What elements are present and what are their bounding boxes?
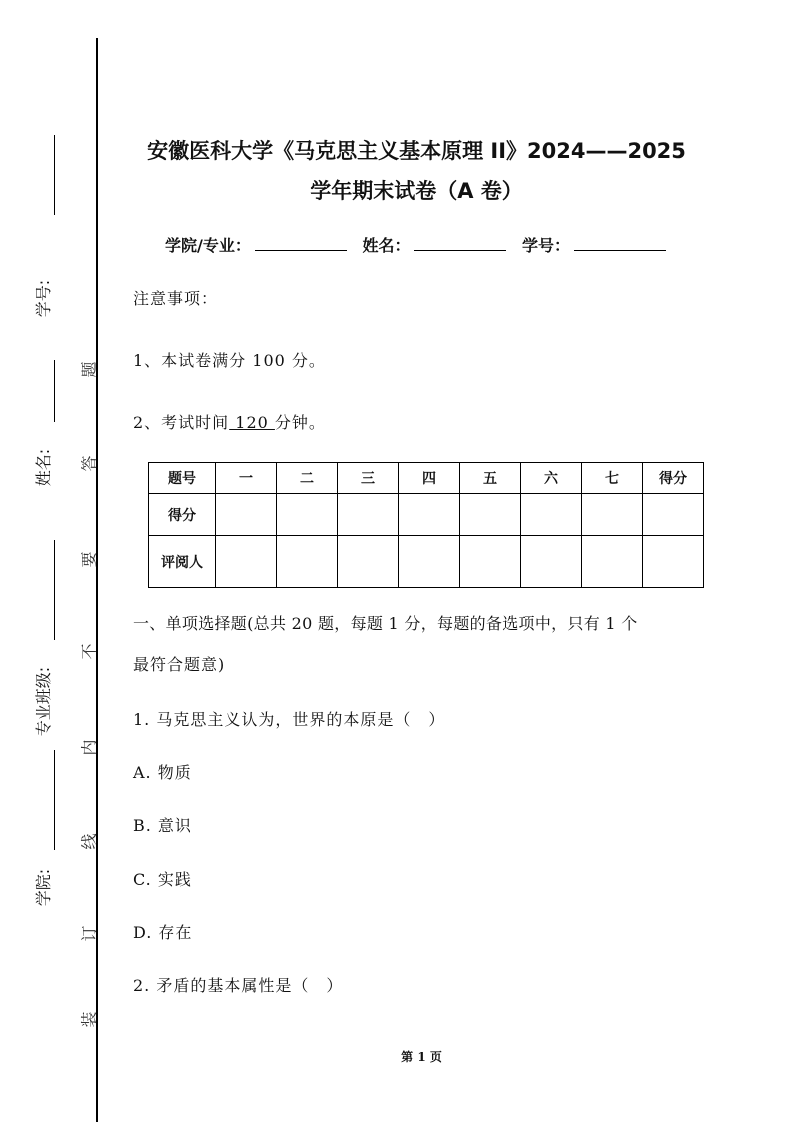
notes-heading: 注意事项： [133,289,219,308]
table-header-cell: 二 [277,463,338,494]
reviewer-cell[interactable] [399,536,460,588]
binding-notice-char: 不 [79,643,99,660]
exam-title-line1: 安徽医科大学《马克思主义基本原理 II》2024——2025 [147,139,686,163]
binding-notice-char: 题 [79,361,99,378]
score-cell[interactable] [338,494,399,536]
score-table [148,462,704,588]
student-info-line [165,233,676,256]
table-row [149,536,704,588]
name-label: 姓名： [362,236,411,255]
question-option: B. 意识 [133,816,192,835]
score-cell[interactable] [582,494,643,536]
question-option: C. 实践 [133,870,192,889]
college-field-label: 学院: [34,868,54,907]
table-row [149,494,704,536]
question-stem: 1. 马克思主义认为，世界的本原是（ ） [133,710,446,729]
binding-notice-char: 要 [79,551,99,568]
table-header-row [149,463,704,494]
question-option: A. 物质 [133,763,192,782]
id-label: 学号： [522,236,571,255]
exam-title-line2: 学年期末试卷（A 卷） [310,179,523,203]
binding-notice-char: 装 [79,1011,99,1028]
row-label: 得分 [149,494,216,536]
class-field-label: 专业班级: [34,666,54,737]
section1-heading: 一、单项选择题(总共 20 题，每题 1 分，每题的备选项中，只有 1 个 [133,614,638,633]
score-cell[interactable] [460,494,521,536]
note-item: 1、本试卷满分 100 分。 [133,351,326,370]
table-header-cell: 一 [216,463,277,494]
college-label: 学院/专业： [165,236,251,255]
table-header-cell: 七 [582,463,643,494]
score-cell[interactable] [277,494,338,536]
id-blank[interactable] [574,236,666,251]
binding-notice-char: 答 [79,455,99,472]
binding-blank [54,360,55,422]
reviewer-cell[interactable] [277,536,338,588]
question-option: D. 存在 [133,923,193,942]
table-header-cell: 三 [338,463,399,494]
reviewer-cell[interactable] [582,536,643,588]
table-header-cell: 题号 [149,463,216,494]
score-cell[interactable] [399,494,460,536]
note-item [133,410,326,433]
table-header-cell: 四 [399,463,460,494]
reviewer-cell[interactable] [521,536,582,588]
reviewer-cell[interactable] [338,536,399,588]
table-header-cell: 得分 [643,463,704,494]
reviewer-cell[interactable] [216,536,277,588]
binding-notice-char: 订 [79,925,99,942]
note-prefix: 2、考试时间 [133,413,230,432]
table-header-cell: 六 [521,463,582,494]
score-cell[interactable] [643,494,704,536]
table-header-cell: 五 [460,463,521,494]
note-suffix: 分钟。 [274,413,326,432]
exam-duration: 120 [229,413,275,432]
binding-notice-char: 内 [79,739,99,756]
binding-blank [54,540,55,640]
name-blank[interactable] [414,236,506,251]
binding-blank [54,750,55,850]
reviewer-cell[interactable] [643,536,704,588]
score-cell[interactable] [521,494,582,536]
page-number: 第 1 页 [401,1050,442,1064]
score-cell[interactable] [216,494,277,536]
student-id-field-label: 学号: [34,279,54,318]
row-label: 评阅人 [149,536,216,588]
question-stem: 2. 矛盾的基本属性是（ ） [133,976,344,995]
binding-notice-char: 线 [79,833,99,850]
reviewer-cell[interactable] [460,536,521,588]
name-field-label: 姓名: [34,448,54,487]
college-blank[interactable] [255,236,347,251]
section1-heading-cont: 最符合题意) [133,655,226,674]
